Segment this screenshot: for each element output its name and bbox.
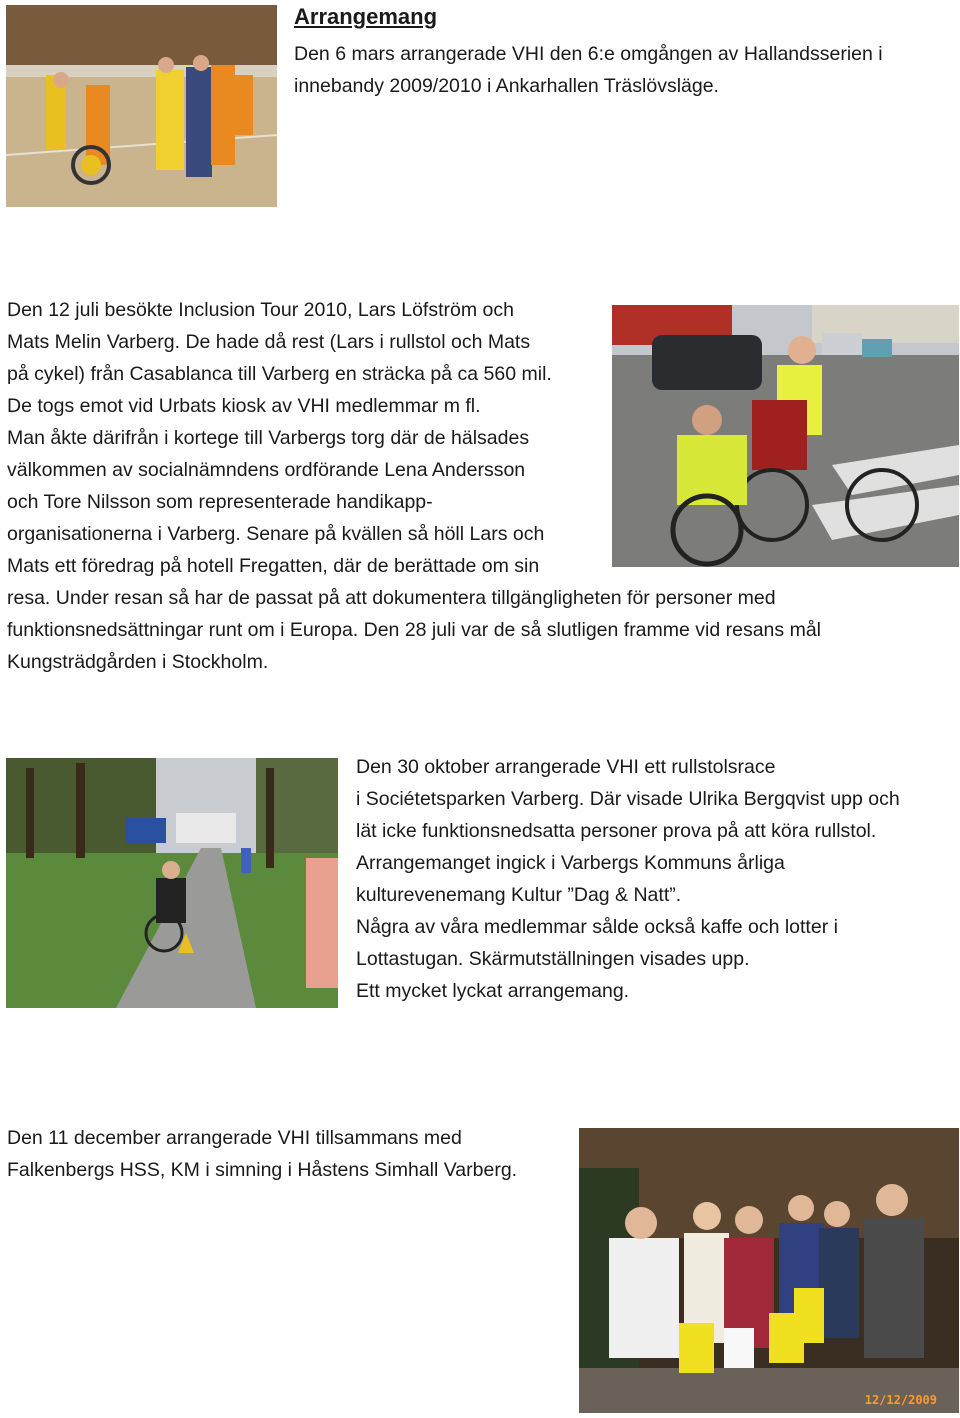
text-line: Den 12 juli besökte Inclusion Tour 2010, Lars Löfström och [7,299,514,321]
text-line: Arrangemanget ingick i Varbergs Kommuns årliga [356,852,785,874]
text-line: i Sociétetsparken Varberg. Där visade Ulrika Bergqvist upp och [356,788,900,810]
text-line: och Tore Nilsson som representerade handikapp- [7,491,433,513]
section-wheelchair-race-text [356,751,900,1007]
page-title: Arrangemang [294,4,438,29]
text-line: Lottastugan. Skärmutställningen visades upp. [356,948,750,970]
section-inclusion-tour-text [7,294,821,678]
photo-date-stamp: 12/12/2009 [864,1393,937,1407]
text-line: Mats Melin Varberg. De hade då rest (Lars i rullstol och Mats [7,331,531,353]
text-line: organisationerna i Varberg. Senare på kvällen så höll Lars och [7,523,545,545]
section-floorball-text [294,38,883,102]
floorball-team-photo [6,5,277,207]
text-line: Några av våra medlemmar sålde också kaffe och lotter i [356,916,838,938]
text-line: Ett mycket lyckat arrangemang. [356,980,630,1002]
text-line: Mats ett föredrag på hotell Fregatten, där de berättade om sin [7,555,540,577]
text-line: innebandy 2009/2010 i Ankarhallen Träslövsläge. [294,75,719,97]
swimming-group-photo [579,1128,959,1413]
text-line: välkommen av socialnämndens ordförande Lena Andersson [7,459,526,481]
wheelchair-race-park-photo [6,758,338,1008]
text-line: Man åkte därifrån i kortege till Varbergs torg där de hälsades [7,427,530,449]
text-line: kulturevenemang Kultur ”Dag & Natt”. [356,884,682,906]
text-line: på cykel) från Casablanca till Varberg en sträcka på ca 560 mil. [7,363,552,385]
text-line: resa. Under resan så har de passat på att dokumentera tillgängligheten för personer med [7,587,776,609]
text-line: Falkenbergs HSS, KM i simning i Håstens Simhall Varberg. [7,1159,518,1181]
text-line: Den 30 oktober arrangerade VHI ett rullstolsrace [356,756,776,778]
text-line: Den 6 mars arrangerade VHI den 6:e omgången av Hallandsserien i [294,43,883,65]
section-swimming-text [7,1122,517,1186]
text-line: De togs emot vid Urbats kiosk av VHI medlemmar m fl. [7,395,481,417]
text-line: Kungsträdgården i Stockholm. [7,651,269,673]
text-line: funktionsnedsättningar runt om i Europa. Den 28 juli var de så slutligen framme vid resans mål [7,619,821,641]
text-line: Den 11 december arrangerade VHI tillsammans med [7,1127,462,1149]
text-line: lät icke funktionsnedsatta personer prova på att köra rullstol. [356,820,877,842]
